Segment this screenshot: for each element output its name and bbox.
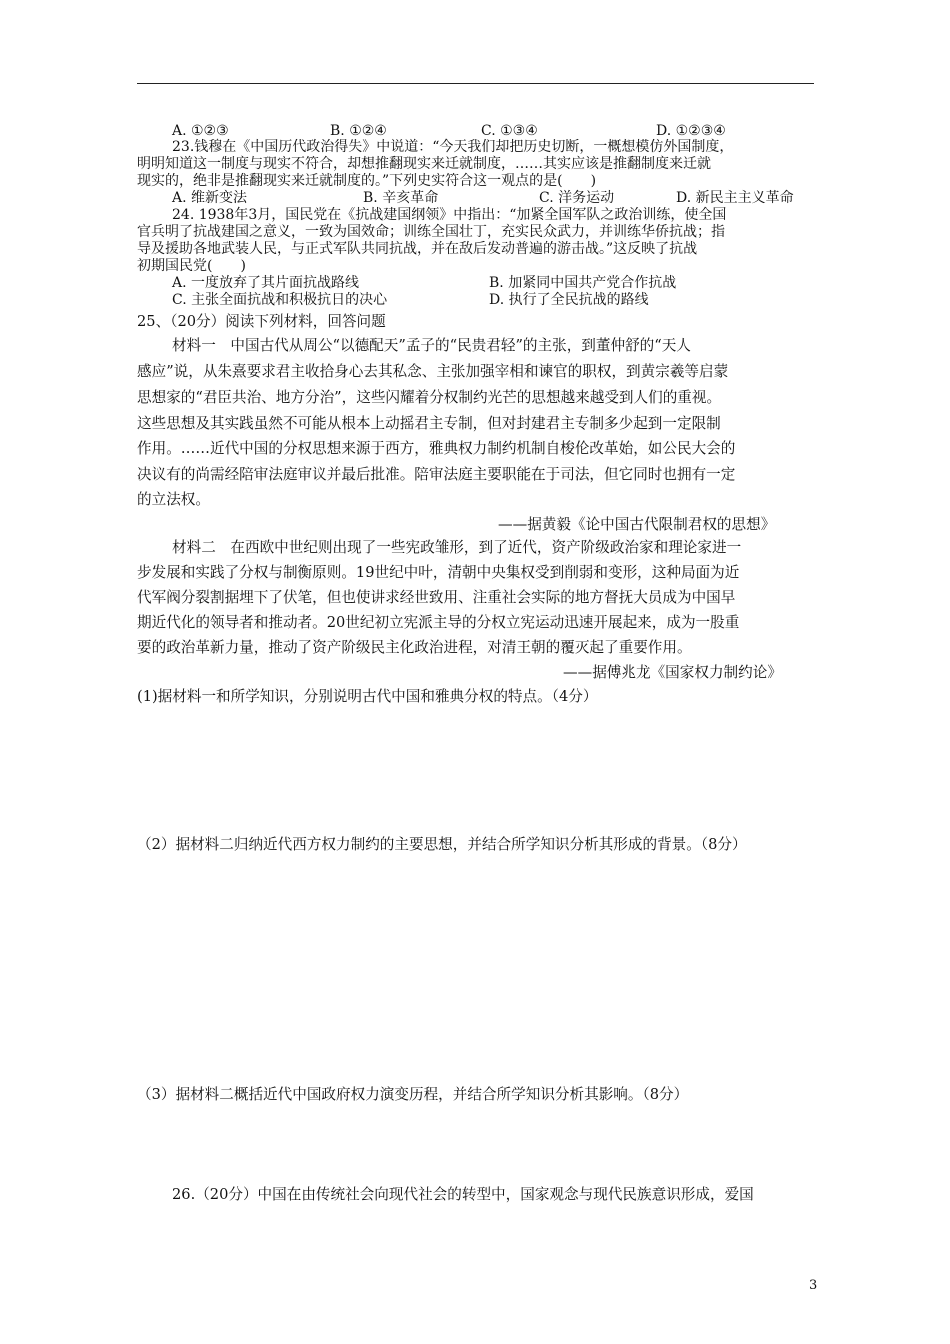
q24-line: 官兵明了抗战建国之意义，一致为国效命；训练全国壮丁，充实民众武力，并训练华侨抗战；指 [137, 224, 725, 240]
q25-sub-question-2: （2）据材料二归纳近代西方权力制约的主要思想，并结合所学知识分析其形成的背景。（8分） [137, 836, 747, 853]
q22-option-b: B. ①②④ [330, 123, 387, 139]
header-rule [137, 83, 814, 84]
q25-sub-question-1: (1)据材料一和所学知识，分别说明古代中国和雅典分权的特点。（4分） [137, 688, 598, 705]
q23-option-d: D. 新民主主义革命 [676, 190, 794, 206]
material-two-source: ——据傅兆龙《国家权力制约论》 [563, 664, 782, 681]
q25-sub-question-3: （3）据材料二概括近代中国政府权力演变历程，并结合所学知识分析其影响。（8分） [137, 1086, 689, 1103]
q23-line: 23.钱穆在《中国历代政治得失》中说道：“今天我们却把历史切断，一概想模仿外国制度， [172, 139, 734, 155]
q24-option-c: C. 主张全面抗战和积极抗日的决心 [172, 292, 388, 308]
material-two-line: 材料二 在西欧中世纪则出现了一些宪政雏形，到了近代，资产阶级政治家和理论家进一 [172, 539, 742, 556]
material-one-line: 感应”说，从朱熹要求君主收拾身心去其私念、主张加强宰相和谏官的职权，到黄宗羲等启蒙 [137, 363, 729, 380]
material-two-line: 代军阀分裂割据埋下了伏笔，但也使讲求经世致用、注重社会实际的地方督抚大员成为中国早 [137, 589, 736, 606]
material-one-line: 材料一 中国古代从周公“以德配天”孟子的“民贵君轻”的主张，到董仲舒的“天人 [172, 337, 691, 354]
material-two-line: 步发展和实践了分权与制衡原则。19世纪中叶，清朝中央集权受到削弱和变形，这种局面为近 [137, 564, 740, 581]
q22-option-c: C. ①③④ [481, 123, 538, 139]
q24-option-d: D. 执行了全民抗战的路线 [489, 292, 649, 308]
q24-line: 初期国民党( ) [137, 258, 246, 274]
material-one-line: 这些思想及其实践虽然不可能从根本上动摇君主专制，但对封建君主专制多少起到一定限制 [137, 415, 721, 432]
q23-option-c: C. 洋务运动 [539, 190, 615, 206]
q22-option-d: D. ①②③④ [656, 123, 726, 139]
q23-option-b: B. 辛亥革命 [363, 190, 439, 206]
q22-option-a: A. ①②③ [172, 123, 229, 139]
q23-line: 明明知道这一制度与现实不符合，却想推翻现实来迁就制度，……其实应该是推翻制度来迁就 [137, 156, 711, 172]
material-one-source: ——据黄毅《论中国古代限制君权的思想》 [498, 516, 776, 533]
material-two-line: 期近代化的领导者和推动者。20世纪初立宪派主导的分权立宪运动迅速开展起来，成为一股重 [137, 614, 740, 631]
q24-line: 24. 1938年3月，国民党在《抗战建国纲领》中指出：“加紧全国军队之政治训练，使全国 [172, 207, 727, 223]
q23-option-a: A. 维新变法 [172, 190, 248, 206]
material-one-line: 作用。……近代中国的分权思想来源于西方，雅典权力制约机制自梭伦改革始，如公民大会的 [137, 440, 736, 457]
material-one-line: 思想家的“君臣共治、地方分治”，这些闪耀着分权制约光芒的思想越来越受到人们的重视。 [137, 389, 722, 406]
q24-option-a: A. 一度放弃了其片面抗战路线 [172, 275, 360, 291]
material-one-line: 的立法权。 [137, 491, 210, 508]
q24-option-b: B. 加紧同中国共产党合作抗战 [489, 275, 677, 291]
question-26-line: 26.（20分）中国在由传统社会向现代社会的转型中，国家观念与现代民族意识形成，爱国 [172, 1186, 754, 1203]
material-two-line: 要的政治革新力量，推动了资产阶级民主化政治进程，对清王朝的覆灭起了重要作用。 [137, 639, 692, 656]
page-number: 3 [809, 1278, 818, 1293]
q24-line: 导及援助各地武装人民，与正式军队共同抗战，并在敌后发动普遍的游击战。”这反映了抗战 [137, 241, 698, 257]
q25-title: 25、（20分）阅读下列材料，回答问题 [137, 313, 386, 330]
q23-line: 现实的，绝非是推翻现实来迁就制度的。”下列史实符合这一观点的是( ) [137, 173, 597, 189]
material-one-line: 决议有的尚需经陪审法庭审议并最后批准。陪审法庭主要职能在于司法，但它同时也拥有一定 [137, 466, 736, 483]
